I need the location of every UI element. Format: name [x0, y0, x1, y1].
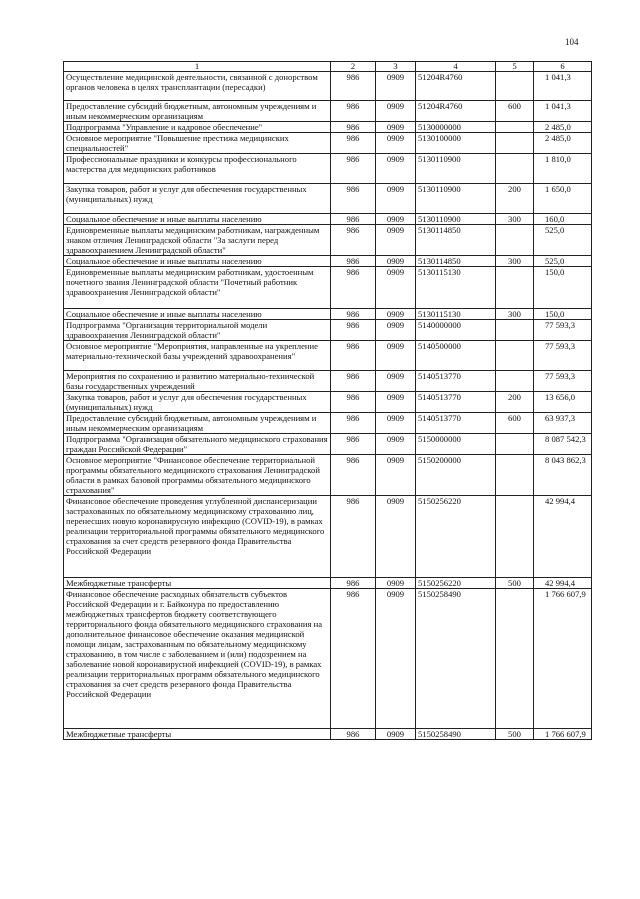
row-name: Основное мероприятие "Повышение престижа медицинских специальностей"	[64, 133, 331, 154]
row-code-target: 5150000000	[416, 434, 496, 455]
row-amount	[534, 434, 592, 455]
table-row	[64, 184, 592, 214]
row-code-section: 0909	[376, 154, 416, 184]
row-amount	[534, 184, 592, 214]
table-row	[64, 578, 592, 589]
row-code-target: 5140513770	[416, 392, 496, 413]
row-code-type	[496, 496, 534, 578]
amount-value: 1 766 607,9	[545, 729, 586, 739]
row-name: Закупка товаров, работ и услуг для обеспечения государственных (муниципальных) нужд	[64, 184, 331, 214]
row-code-type: 200	[496, 184, 534, 214]
row-code-type	[496, 341, 534, 371]
row-code-ministry: 986	[331, 225, 376, 256]
table-row	[64, 496, 592, 578]
row-code-type	[496, 371, 534, 392]
row-name: Основное мероприятие "Мероприятия, направленные на укрепление материально-технической базы учреждений здравоохранения"	[64, 341, 331, 371]
row-amount	[534, 267, 592, 309]
amount-value: 160,0	[545, 214, 565, 224]
amount-value: 1 041,3	[545, 72, 571, 82]
table-row	[64, 371, 592, 392]
amount-value: 77 593,3	[545, 341, 576, 351]
amount-value: 150,0	[545, 309, 565, 319]
row-code-section: 0909	[376, 122, 416, 133]
row-amount	[534, 122, 592, 133]
row-code-ministry: 986	[331, 133, 376, 154]
row-code-section: 0909	[376, 729, 416, 740]
row-amount	[534, 133, 592, 154]
row-code-target: 5150256220	[416, 496, 496, 578]
row-code-type: 300	[496, 214, 534, 225]
amount-value: 1 766 607,9	[545, 589, 586, 599]
row-code-ministry: 986	[331, 101, 376, 122]
row-code-target: 5150258490	[416, 589, 496, 729]
row-amount	[534, 341, 592, 371]
row-amount	[534, 589, 592, 729]
row-code-type	[496, 267, 534, 309]
row-amount	[534, 320, 592, 341]
row-amount	[534, 214, 592, 225]
row-code-target: 51204R4760	[416, 101, 496, 122]
row-amount	[534, 392, 592, 413]
row-name: Социальное обеспечение и иные выплаты населению	[64, 256, 331, 267]
row-code-section: 0909	[376, 496, 416, 578]
row-code-ministry: 986	[331, 341, 376, 371]
row-code-ministry: 986	[331, 455, 376, 496]
row-code-ministry: 986	[331, 214, 376, 225]
amount-value: 2 485,0	[545, 122, 571, 132]
row-name: Социальное обеспечение и иные выплаты населению	[64, 214, 331, 225]
row-amount	[534, 72, 592, 101]
row-code-type: 600	[496, 413, 534, 434]
row-code-ministry: 986	[331, 72, 376, 101]
row-amount	[534, 578, 592, 589]
amount-value: 1 041,3	[545, 101, 571, 111]
row-code-ministry: 986	[331, 320, 376, 341]
table-header-row	[64, 62, 592, 72]
column-header: 6	[534, 62, 592, 72]
row-code-target: 5130114850	[416, 256, 496, 267]
row-name: Подпрограмма "Управление и кадровое обеспечение"	[64, 122, 331, 133]
row-code-ministry: 986	[331, 309, 376, 320]
row-name: Закупка товаров, работ и услуг для обеспечения государственных (муниципальных) нужд	[64, 392, 331, 413]
row-code-ministry: 986	[331, 122, 376, 133]
row-code-section: 0909	[376, 72, 416, 101]
row-code-type	[496, 434, 534, 455]
row-name: Финансовое обеспечение расходных обязательств субъектов Российской Федерации и г. Байконура по предоставлению межбюджетных трансфертов бюджету соответствующего территориального фонда обязательного медицинского страхования на дополнительное финансовое обеспечение оказания медицинской помощи лицам, застрахованным по обязательному медицинскому страхованию, в том числе с заболеванием и (или) подозрением на заболевание новой коронавирусной инфекцией (COVID-19), в рамках реализации территориальных программ обязательного медицинского страхования за счет средств резервного фонда Правительства Российской Федерации	[64, 589, 331, 729]
row-code-section: 0909	[376, 320, 416, 341]
row-code-ministry: 986	[331, 154, 376, 184]
row-code-target: 5150200000	[416, 455, 496, 496]
table-row	[64, 413, 592, 434]
row-code-section: 0909	[376, 341, 416, 371]
row-code-target: 5150258490	[416, 729, 496, 740]
row-code-target: 5150256220	[416, 578, 496, 589]
row-code-type	[496, 320, 534, 341]
row-code-section: 0909	[376, 101, 416, 122]
row-code-type	[496, 589, 534, 729]
row-code-type: 200	[496, 392, 534, 413]
row-code-target: 5140513770	[416, 413, 496, 434]
row-code-section: 0909	[376, 256, 416, 267]
row-code-target: 5130115130	[416, 267, 496, 309]
row-code-ministry: 986	[331, 392, 376, 413]
amount-value: 525,0	[545, 256, 565, 266]
row-code-target: 5130110900	[416, 154, 496, 184]
row-code-ministry: 986	[331, 413, 376, 434]
row-code-type	[496, 72, 534, 101]
amount-value: 150,0	[545, 267, 565, 277]
row-code-section: 0909	[376, 455, 416, 496]
table-row	[64, 309, 592, 320]
table-row	[64, 256, 592, 267]
row-name: Профессиональные праздники и конкурсы профессионального мастерства для медицинских работников	[64, 154, 331, 184]
amount-value: 77 593,3	[545, 320, 576, 330]
row-code-target: 51204R4760	[416, 72, 496, 101]
row-code-section: 0909	[376, 267, 416, 309]
row-name: Предоставление субсидий бюджетным, автономным учреждениям и иным некоммерческим организациям	[64, 101, 331, 122]
table-row	[64, 320, 592, 341]
row-name: Осуществление медицинской деятельности, связанной с донорством органов человека в целях трансплантации (пересадки)	[64, 72, 331, 101]
amount-value: 13 656,0	[545, 392, 576, 402]
table-row	[64, 341, 592, 371]
table-row	[64, 72, 592, 101]
row-code-type: 600	[496, 101, 534, 122]
amount-value: 1 650,0	[545, 184, 571, 194]
row-code-section: 0909	[376, 309, 416, 320]
row-code-section: 0909	[376, 214, 416, 225]
budget-table	[63, 61, 592, 740]
column-header: 5	[496, 62, 534, 72]
row-name: Единовременные выплаты медицинским работникам, награжденным знаком отличия Ленинградской области "За заслуги перед здравоохранением Ленинградской области"	[64, 225, 331, 256]
row-code-section: 0909	[376, 589, 416, 729]
column-header: 2	[331, 62, 376, 72]
row-amount	[534, 455, 592, 496]
amount-value: 2 485,0	[545, 133, 571, 143]
row-code-ministry: 986	[331, 184, 376, 214]
column-header: 1	[64, 62, 331, 72]
row-code-type	[496, 133, 534, 154]
table-row	[64, 101, 592, 122]
row-code-section: 0909	[376, 392, 416, 413]
table-row	[64, 455, 592, 496]
row-code-section: 0909	[376, 434, 416, 455]
row-code-section: 0909	[376, 371, 416, 392]
amount-value: 42 994,4	[545, 496, 576, 506]
row-name: Единовременные выплаты медицинским работникам, удостоенным почетного звания Ленинградской области "Почетный работник здравоохранения Ленинградской области"	[64, 267, 331, 309]
row-code-target: 5130110900	[416, 184, 496, 214]
row-code-section: 0909	[376, 578, 416, 589]
row-amount	[534, 729, 592, 740]
row-code-ministry: 986	[331, 434, 376, 455]
row-amount	[534, 154, 592, 184]
row-amount	[534, 256, 592, 267]
row-name: Подпрограмма "Организация обязательного медицинского страхования граждан Российской Федерации"	[64, 434, 331, 455]
row-name: Межбюджетные трансферты	[64, 578, 331, 589]
amount-value: 63 937,3	[545, 413, 576, 423]
amount-value: 77 593,3	[545, 371, 576, 381]
row-amount	[534, 101, 592, 122]
row-amount	[534, 413, 592, 434]
table-row	[64, 589, 592, 729]
table-row	[64, 225, 592, 256]
row-code-type	[496, 225, 534, 256]
row-code-ministry: 986	[331, 496, 376, 578]
row-code-ministry: 986	[331, 371, 376, 392]
column-header: 3	[376, 62, 416, 72]
table-row	[64, 392, 592, 413]
row-name: Подпрограмма "Организация территориальной модели здравоохранения Ленинградской области"	[64, 320, 331, 341]
table-row	[64, 214, 592, 225]
column-header: 4	[416, 62, 496, 72]
amount-value: 42 994,4	[545, 578, 576, 588]
row-code-section: 0909	[376, 184, 416, 214]
row-code-target: 5130100000	[416, 133, 496, 154]
row-amount	[534, 309, 592, 320]
row-code-target: 5130000000	[416, 122, 496, 133]
row-code-type: 500	[496, 578, 534, 589]
row-code-type	[496, 122, 534, 133]
table-row	[64, 267, 592, 309]
row-code-type: 500	[496, 729, 534, 740]
amount-value: 525,0	[545, 225, 565, 235]
table-row	[64, 122, 592, 133]
row-code-type	[496, 455, 534, 496]
row-code-target: 5140513770	[416, 371, 496, 392]
row-code-target: 5130115130	[416, 309, 496, 320]
row-code-ministry: 986	[331, 578, 376, 589]
row-name: Предоставление субсидий бюджетным, автономным учреждениям и иным некоммерческим организациям	[64, 413, 331, 434]
row-code-ministry: 986	[331, 729, 376, 740]
row-code-ministry: 986	[331, 267, 376, 309]
row-name: Межбюджетные трансферты	[64, 729, 331, 740]
row-code-type: 300	[496, 256, 534, 267]
table-row	[64, 434, 592, 455]
row-amount	[534, 371, 592, 392]
row-code-target: 5130114850	[416, 225, 496, 256]
page-number: 104	[565, 37, 579, 47]
row-code-type	[496, 154, 534, 184]
row-code-type: 300	[496, 309, 534, 320]
row-name: Мероприятия по сохранению и развитию материально-технической базы государственных учреждений	[64, 371, 331, 392]
row-code-target: 5140000000	[416, 320, 496, 341]
row-name: Финансовое обеспечение проведения углубленной диспансеризации застрахованных по обязательному медицинскому страхованию лиц, перенесших новую коронавирусную инфекцию (COVID-19), в рамках реализации территориальной программы обязательного медицинского страхования за счет средств резервного фонда Правительства Российской Федерации	[64, 496, 331, 578]
amount-value: 1 810,0	[545, 154, 571, 164]
row-amount	[534, 225, 592, 256]
table-row	[64, 133, 592, 154]
row-code-target: 5140500000	[416, 341, 496, 371]
row-name: Основное мероприятие "Финансовое обеспечение территориальной программы обязательного медицинского страхования Ленинградской области в рамках базовой программы обязательного медицинского страхования"	[64, 455, 331, 496]
row-code-section: 0909	[376, 133, 416, 154]
row-code-section: 0909	[376, 225, 416, 256]
row-amount	[534, 496, 592, 578]
row-code-ministry: 986	[331, 256, 376, 267]
table-row	[64, 729, 592, 740]
amount-value: 8 087 542,3	[545, 434, 586, 444]
amount-value: 8 043 862,3	[545, 455, 586, 465]
row-code-section: 0909	[376, 413, 416, 434]
row-code-ministry: 986	[331, 589, 376, 729]
table-row	[64, 154, 592, 184]
row-name: Социальное обеспечение и иные выплаты населению	[64, 309, 331, 320]
row-code-target: 5130110900	[416, 214, 496, 225]
